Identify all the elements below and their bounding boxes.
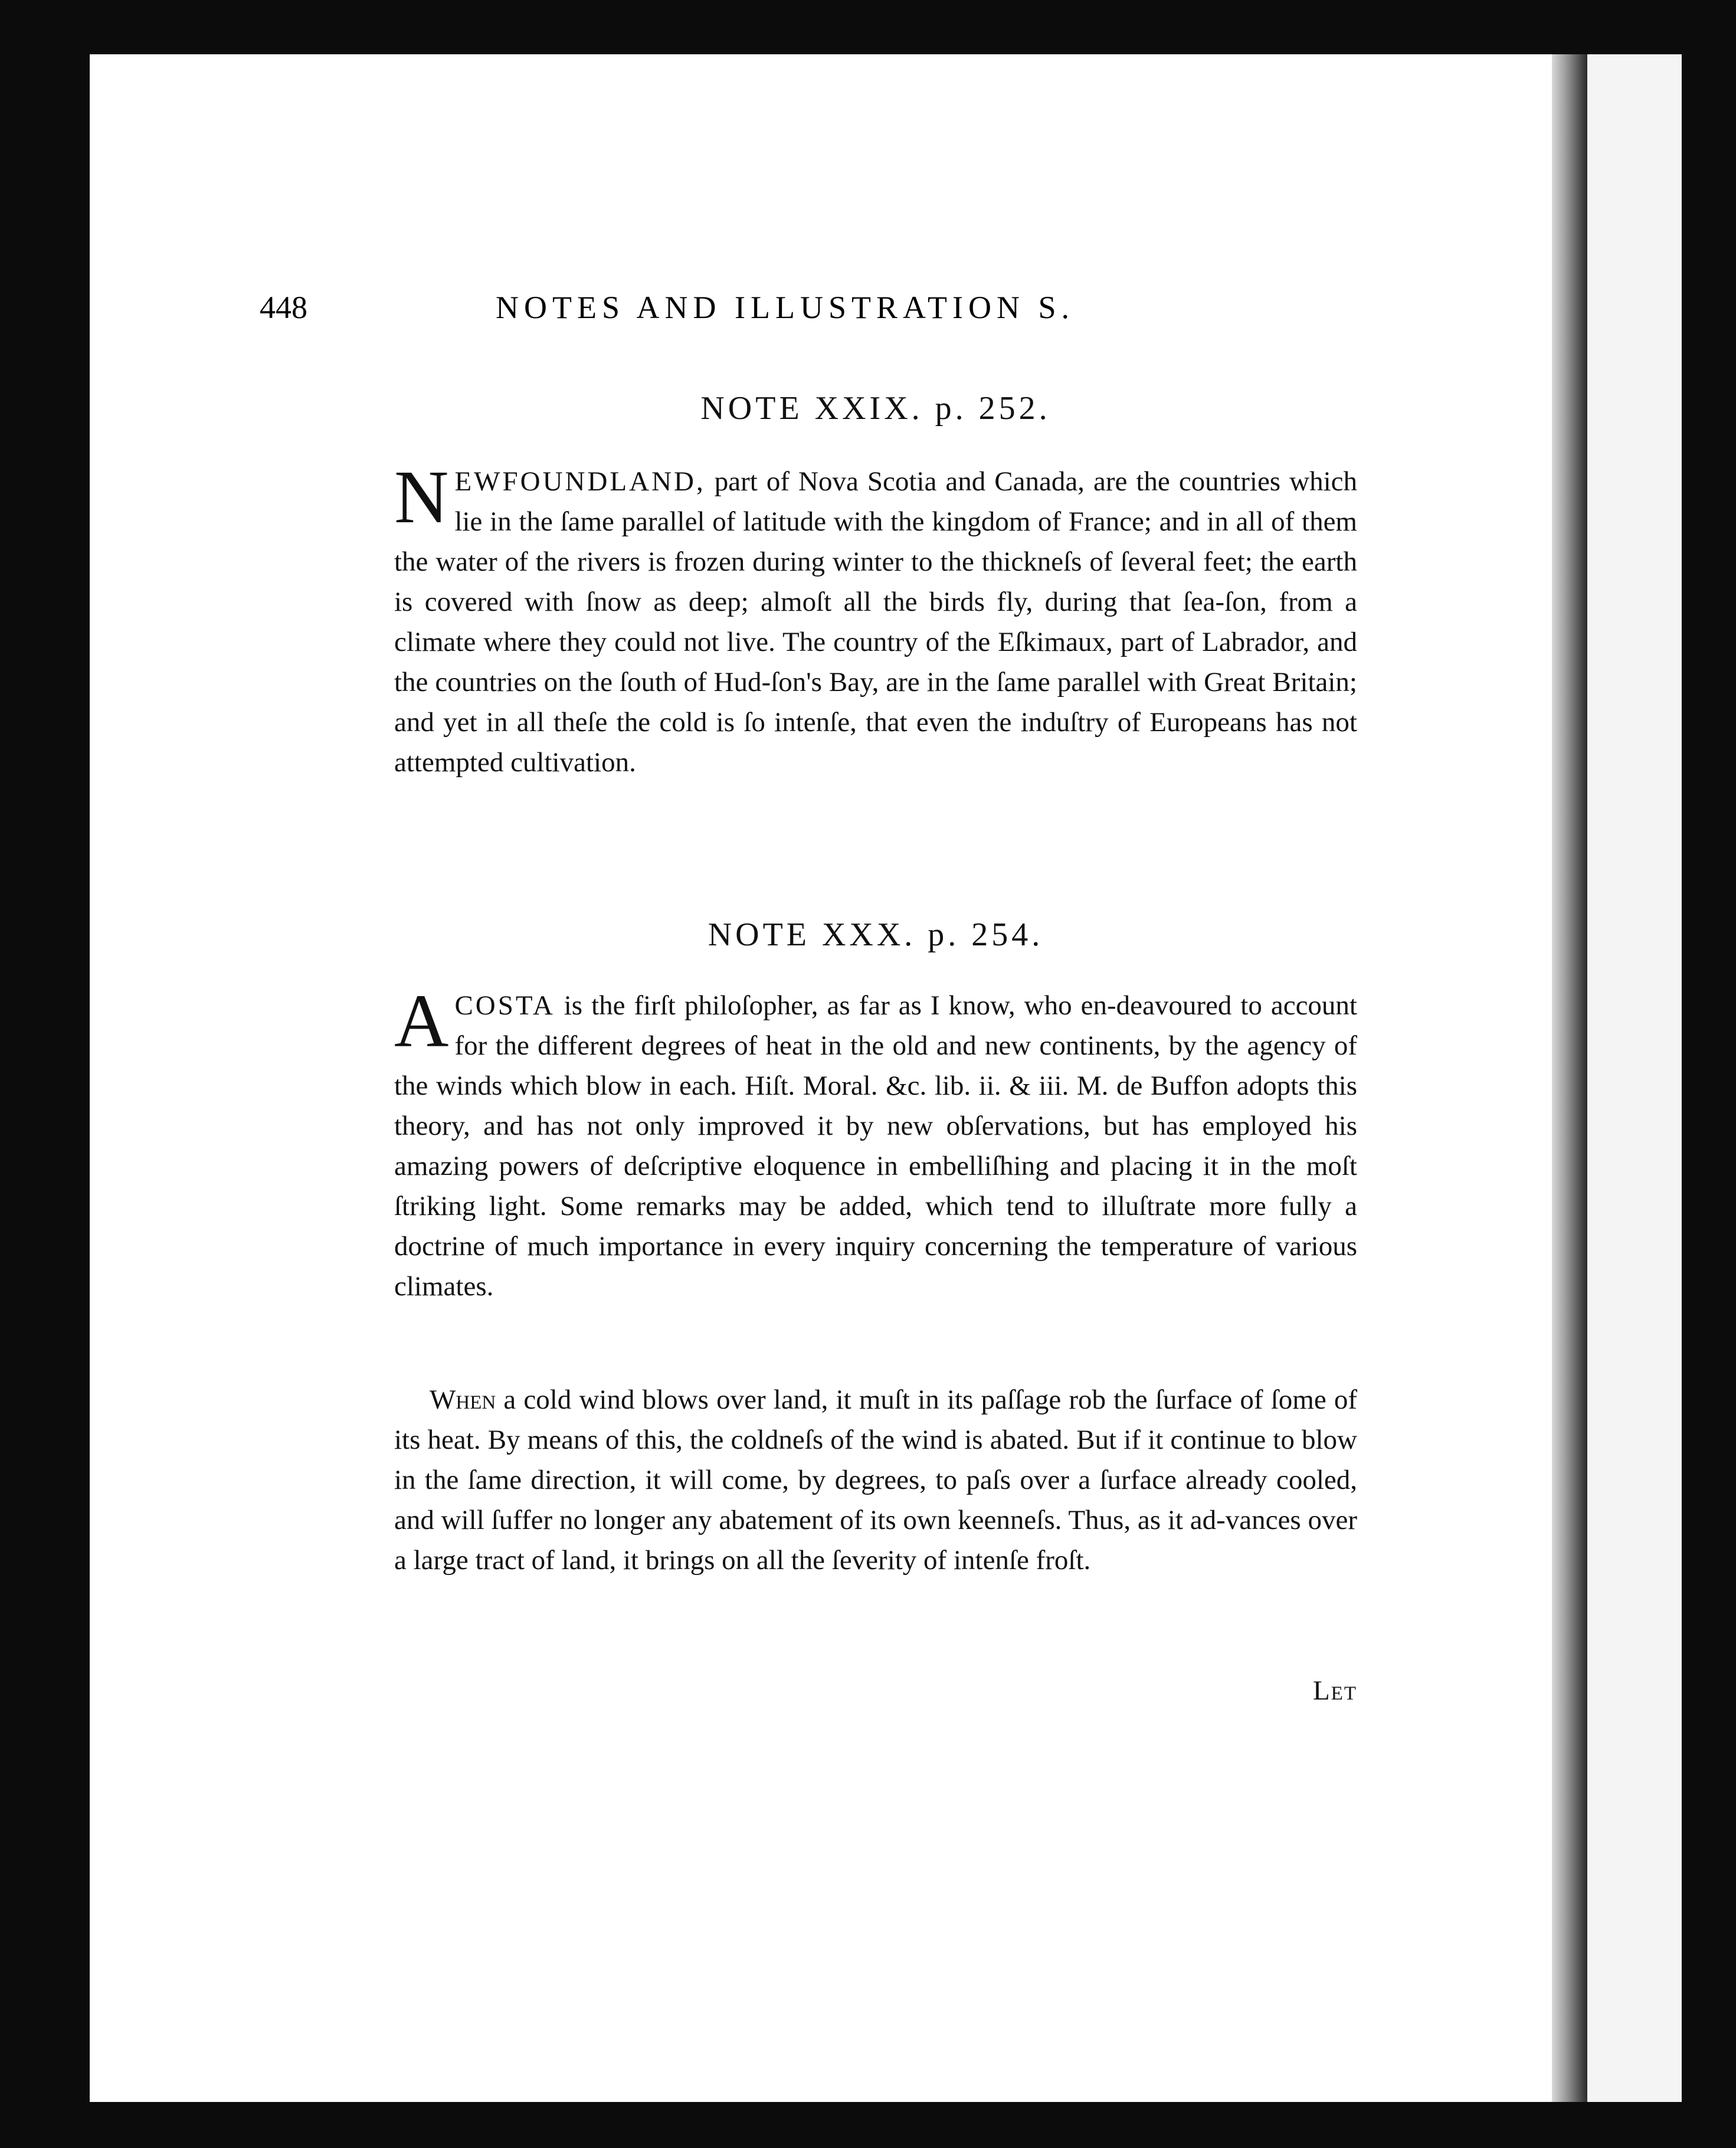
note-30-paragraph	[394, 979, 1357, 1307]
note-30-section	[394, 916, 1357, 963]
lead-word: EWFOUNDLAND,	[454, 466, 706, 497]
scan-background	[1682, 0, 1736, 2148]
catchword: Let	[1312, 1675, 1357, 1706]
drop-cap: N	[394, 455, 449, 539]
lead-word: When	[430, 1384, 496, 1415]
drop-cap: A	[394, 979, 449, 1063]
paragraph-3	[394, 1380, 1357, 1580]
paragraph-text: a cold wind blows over land, it muſt in its paſſage rob the ſurface of ſome of its heat. By means of this, the coldneſs of the wind is abated. But if it continue to blow in the ſame direction, it will come, by degrees, to paſs over a ſurface already cooled, and will ſuffer no longer any abatement of its own keenneſs. Thus, as it ad-vances over a large tract of land, it brings on all the ſeverity of intenſe froſt.	[394, 1384, 1357, 1576]
running-head: NOTES AND ILLUSTRATION S.	[496, 290, 1075, 325]
facing-page-edge	[1587, 54, 1682, 2102]
body-paragraph	[394, 1380, 1357, 1580]
paragraph-text: part of Nova Scotia and Canada, are the countries which lie in the ſame parallel of latitude with the kingdom of France; and in all of them the water of the rivers is frozen during winter to the thickneſs of ſeveral feet; the earth is covered with ſnow as deep; almoſt all the birds fly, during that ſea-ſon, from a climate where they could not live. The country of the Eſkimaux, part of Labrador, and the countries on the ſouth of Hud-ſon's Bay, are in the ſame parallel with Great Britain; and yet in all theſe the cold is ſo intenſe, that even the induſtry of Europeans has not attempted cultivation.	[394, 466, 1357, 778]
note-30-heading: NOTE XXX. p. 254.	[707, 916, 1044, 953]
page-header	[260, 289, 1357, 336]
note-29-body	[394, 455, 1357, 782]
note-29-section	[394, 389, 1357, 437]
note-30-body	[394, 979, 1357, 1307]
lead-word: COSTA	[454, 990, 555, 1021]
page-gutter-shadow	[1552, 54, 1587, 2102]
note-29-paragraph	[394, 455, 1357, 782]
paragraph-text: is the firſt philoſopher, as far as I know, who en-deavoured to account for the different degrees of heat in the old and new continents, by the agency of the winds which blow in each. Hiſt. Moral. &c. lib. ii. & iii. M. de Buffon adopts this theory, and has not only improved it by new obſervations, but has employed his amazing powers of deſcriptive eloquence in embelliſhing and placing it in the moſt ſtriking light. Some remarks may be added, which tend to illuſtrate more fully a doctrine of much importance in every inquiry concerning the temperature of various climates.	[394, 990, 1357, 1302]
note-29-heading: NOTE XXIX. p. 252.	[700, 390, 1051, 427]
page-number: 448	[260, 290, 307, 325]
catchword-row	[394, 1675, 1357, 1716]
